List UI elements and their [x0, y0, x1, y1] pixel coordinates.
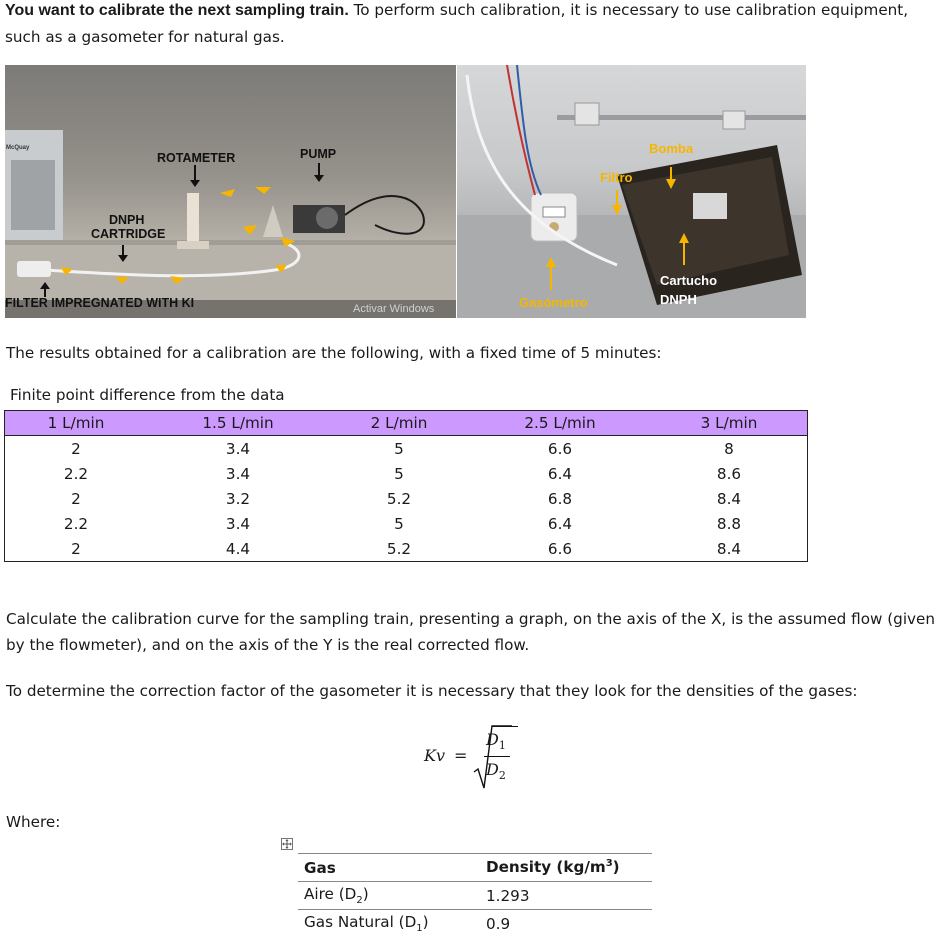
formula-equals: = — [454, 746, 467, 765]
density-column-header: Density $(kg/m^3)$ — [480, 854, 652, 882]
cartucho-label-line1: Cartucho — [660, 273, 717, 288]
table-row — [5, 536, 808, 562]
density-instruction: To determine the correction factor of the gasometer it is necessary that they look for the densities of the gases: — [6, 678, 946, 704]
setup-photo-right-art — [457, 65, 806, 318]
intro-rest: To perform such calibration, it is necessary to use calibration equipment, such as a gasometer for natural gas. — [5, 1, 908, 46]
table-caption: Finite point difference from the data — [10, 386, 285, 404]
table-cell: 6.4 — [469, 461, 651, 486]
table-cell: 3.2 — [147, 486, 329, 511]
tube-red — [507, 65, 535, 195]
gas-name: Gas Natural $(D_1)$ — [298, 910, 480, 937]
rotameter-pointer-head — [190, 180, 200, 187]
table-cell: 8.8 — [651, 511, 808, 536]
filter-label: FILTER IMPREGNATED WITH KI — [5, 296, 194, 310]
pump-unit — [693, 193, 727, 219]
flow-arrow — [243, 225, 257, 235]
intro-paragraph — [5, 0, 945, 50]
table-cell: 5 — [329, 436, 469, 462]
formula-numerator: $D_1$ — [486, 730, 506, 752]
table-row — [5, 436, 808, 462]
setup-photo-left — [5, 65, 456, 318]
flask — [263, 205, 283, 237]
table-cell: 2 — [5, 536, 148, 562]
table-cell: 6.6 — [469, 536, 651, 562]
filter-holder — [17, 261, 51, 277]
table-cell: 3.4 — [147, 511, 329, 536]
table-cell: 4.4 — [147, 536, 329, 562]
table-cell: 2.2 — [5, 511, 148, 536]
results-intro-text: The results obtained for a calibration are the following, with a fixed time of 5 minutes: — [6, 340, 946, 366]
setup-photo-left-art — [5, 65, 456, 318]
bomba-label: Bomba — [649, 141, 693, 156]
results-header-row — [5, 411, 808, 436]
results-table — [4, 410, 808, 562]
brand-logo: McQuay — [6, 145, 29, 151]
dnph-label-line1: DNPH — [109, 213, 144, 227]
move-icon — [282, 839, 292, 849]
intro-bold: You want to calibrate the next sampling train. — [5, 2, 349, 19]
filtro-arrow — [612, 205, 622, 215]
table-cell: 3.4 — [147, 461, 329, 486]
pump-pointer-head — [314, 175, 324, 182]
pump-label: PUMP — [300, 147, 336, 161]
table-cell: 8.4 — [651, 486, 808, 511]
pump-motor — [316, 207, 338, 229]
table-cell: 6.4 — [469, 511, 651, 536]
gasometer-display — [543, 207, 565, 217]
activation-watermark: Activar Windows — [353, 303, 434, 315]
gas-column-header: Gas — [298, 854, 480, 882]
dnph-label-line2: CARTRIDGE — [91, 227, 165, 241]
rotameter-label: ROTAMETER — [157, 151, 235, 165]
table-cell: 8.6 — [651, 461, 808, 486]
results-header-cell: 1 L/min — [5, 411, 148, 436]
gas-density: 0.9 — [480, 910, 652, 937]
table-cell: 6.6 — [469, 436, 651, 462]
table-move-handle[interactable] — [281, 838, 293, 850]
setup-photo-right — [457, 65, 806, 318]
table-cell: 6.8 — [469, 486, 651, 511]
switch-box — [723, 111, 745, 129]
kv-formula — [424, 722, 544, 792]
rotameter-base — [177, 241, 209, 249]
sqrt-overline — [492, 726, 518, 727]
pump-cable — [345, 196, 424, 234]
table-cell: 5.2 — [329, 536, 469, 562]
table-cell: 2.2 — [5, 461, 148, 486]
outlet-box — [575, 103, 599, 125]
formula-lhs: Kv — [424, 746, 445, 765]
table-row — [298, 910, 652, 937]
ac-grille — [11, 160, 55, 230]
table-cell: 2 — [5, 486, 148, 511]
table-cell: 5.2 — [329, 486, 469, 511]
table-cell: 5 — [329, 461, 469, 486]
table-cell: 5 — [329, 511, 469, 536]
table-row — [5, 511, 808, 536]
gas-density-table — [298, 853, 652, 937]
table-row — [5, 461, 808, 486]
table-cell: 2 — [5, 436, 148, 462]
table-cell: 8 — [651, 436, 808, 462]
gas-name: Aire $(D_2)$ — [298, 882, 480, 910]
flow-arrow — [220, 189, 235, 197]
results-header-cell: 1.5 L/min — [147, 411, 329, 436]
calculation-instruction: Calculate the calibration curve for the sampling train, presenting a graph, on the axis of the X, is the assumed flow (given by the flowmeter), and on the axis of the Y is the real corrected flow. — [6, 606, 946, 658]
formula-denominator: $D_2$ — [486, 760, 506, 782]
results-header-cell: 2 L/min — [329, 411, 469, 436]
results-header-cell: 2.5 L/min — [469, 411, 651, 436]
gas-density: 1.293 — [480, 882, 652, 910]
table-row — [5, 486, 808, 511]
gas-table-header — [298, 854, 652, 882]
gasometro-label: Gasómetro — [519, 295, 588, 310]
table-cell: 8.4 — [651, 536, 808, 562]
cartucho-label-line2: DNPH — [660, 292, 697, 307]
results-header-cell: 3 L/min — [651, 411, 808, 436]
fraction-bar — [484, 756, 510, 757]
table-row — [298, 882, 652, 910]
flow-arrow — [255, 187, 271, 194]
rotameter-tube — [187, 193, 199, 243]
filtro-label: Filtro — [600, 170, 633, 185]
where-label: Where: — [6, 809, 946, 835]
table-cell: 3.4 — [147, 436, 329, 462]
